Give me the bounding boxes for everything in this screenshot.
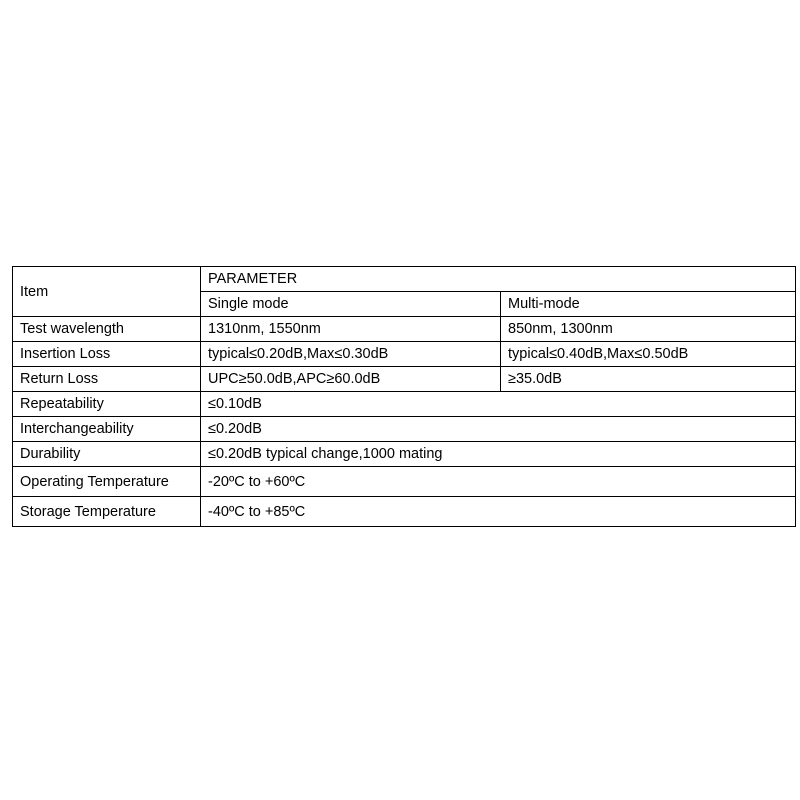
single-mode-value: typical≤0.20dB,Max≤0.30dB [201,342,501,367]
table-row [13,392,796,417]
multi-mode-value: 850nm, 1300nm [501,317,796,342]
single-mode-value: 1310nm, 1550nm [201,317,501,342]
table-row [13,417,796,442]
row-label: Operating Temperature [13,467,201,497]
table-row [13,442,796,467]
row-label: Interchangeability [13,417,201,442]
row-value: ≤0.20dB [201,417,796,442]
specification-table [12,266,796,527]
row-value: -40ºC to +85ºC [201,497,796,527]
header-single-mode: Single mode [201,292,501,317]
row-label: Insertion Loss [13,342,201,367]
table-row [13,342,796,367]
multi-mode-value: ≥35.0dB [501,367,796,392]
row-value: ≤0.10dB [201,392,796,417]
row-label: Storage Temperature [13,497,201,527]
table-header-row [13,267,796,292]
table-row [13,317,796,342]
row-label: Return Loss [13,367,201,392]
row-value: ≤0.20dB typical change,1000 mating [201,442,796,467]
header-multi-mode: Multi-mode [501,292,796,317]
header-item: Item [13,267,201,317]
single-mode-value: UPC≥50.0dB,APC≥60.0dB [201,367,501,392]
table-row [13,467,796,497]
row-value: -20ºC to +60ºC [201,467,796,497]
row-label: Repeatability [13,392,201,417]
row-label: Durability [13,442,201,467]
row-label: Test wavelength [13,317,201,342]
table-row [13,497,796,527]
multi-mode-value: typical≤0.40dB,Max≤0.50dB [501,342,796,367]
table-row [13,367,796,392]
header-parameter: PARAMETER [201,267,796,292]
